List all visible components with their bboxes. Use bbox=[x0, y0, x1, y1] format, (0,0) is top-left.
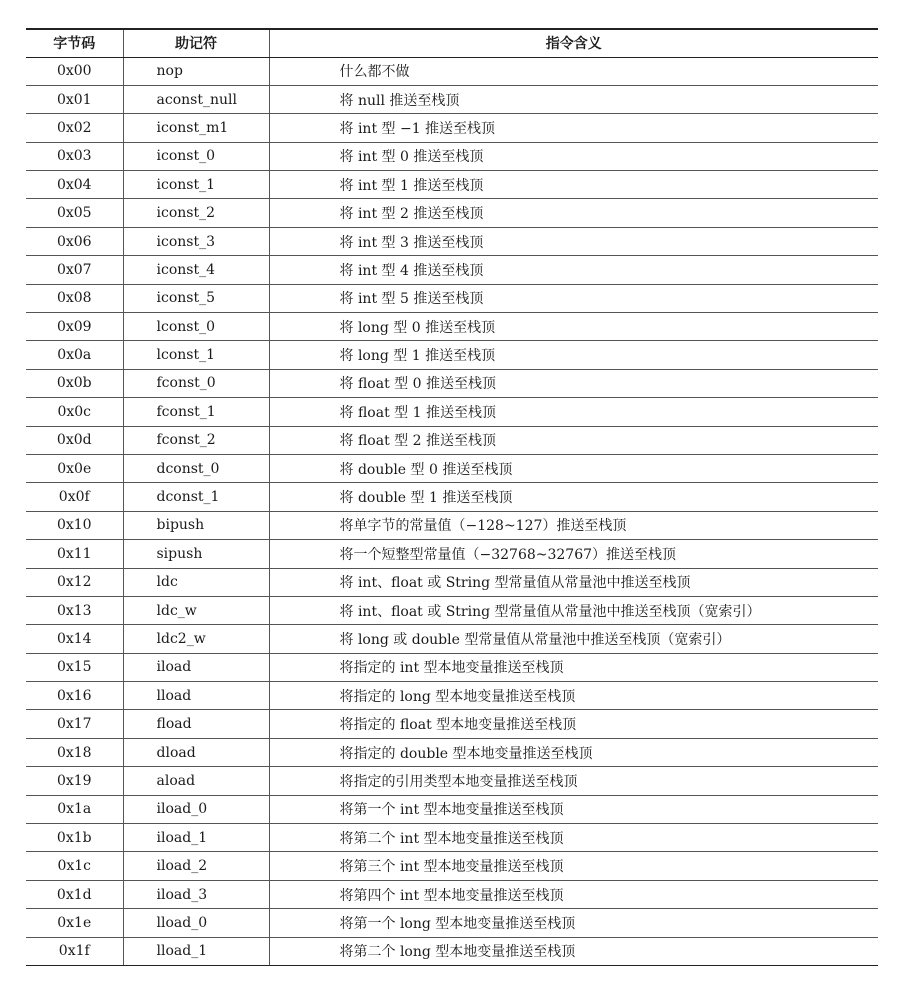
meaning-cell: 将 int 型 0 推送至栈顶 bbox=[269, 142, 878, 170]
mnemonic-cell: lload bbox=[123, 682, 269, 710]
meaning-cell: 将 long 型 0 推送至栈顶 bbox=[269, 313, 878, 341]
mnemonic-cell: aconst_null bbox=[123, 85, 269, 113]
meaning-cell: 将 int 型 5 推送至栈顶 bbox=[269, 284, 878, 312]
table-row bbox=[26, 85, 878, 113]
bytecode-cell: 0x0f bbox=[26, 483, 123, 511]
table-row bbox=[26, 341, 878, 369]
meaning-cell: 将 null 推送至栈顶 bbox=[269, 85, 878, 113]
mnemonic-cell: nop bbox=[123, 57, 269, 85]
meaning-cell: 将 int、float 或 String 型常量值从常量池中推送至栈顶（宽索引） bbox=[269, 596, 878, 624]
bytecode-cell: 0x13 bbox=[26, 596, 123, 624]
mnemonic-cell: dconst_0 bbox=[123, 454, 269, 482]
table-row bbox=[26, 142, 878, 170]
meaning-cell: 将 int 型 1 推送至栈顶 bbox=[269, 171, 878, 199]
mnemonic-cell: fconst_2 bbox=[123, 426, 269, 454]
mnemonic-cell: lload_1 bbox=[123, 937, 269, 965]
mnemonic-cell: iconst_1 bbox=[123, 171, 269, 199]
bytecode-cell: 0x1e bbox=[26, 909, 123, 937]
bytecode-cell: 0x1b bbox=[26, 824, 123, 852]
meaning-cell: 将指定的 long 型本地变量推送至栈顶 bbox=[269, 682, 878, 710]
table-row bbox=[26, 880, 878, 908]
mnemonic-cell: bipush bbox=[123, 511, 269, 539]
bytecode-cell: 0x03 bbox=[26, 142, 123, 170]
meaning-cell: 将指定的引用类型本地变量推送至栈顶 bbox=[269, 767, 878, 795]
bytecode-cell: 0x0c bbox=[26, 398, 123, 426]
bytecode-cell: 0x0e bbox=[26, 454, 123, 482]
table-row bbox=[26, 540, 878, 568]
table-row bbox=[26, 57, 878, 85]
meaning-cell: 将指定的 int 型本地变量推送至栈顶 bbox=[269, 653, 878, 681]
bytecode-cell: 0x07 bbox=[26, 256, 123, 284]
mnemonic-cell: fconst_0 bbox=[123, 369, 269, 397]
table-row bbox=[26, 171, 878, 199]
table-row bbox=[26, 682, 878, 710]
meaning-cell: 什么都不做 bbox=[269, 57, 878, 85]
mnemonic-cell: ldc_w bbox=[123, 596, 269, 624]
mnemonic-cell: fload bbox=[123, 710, 269, 738]
meaning-cell: 将第四个 int 型本地变量推送至栈顶 bbox=[269, 880, 878, 908]
mnemonic-cell: iload bbox=[123, 653, 269, 681]
bytecode-cell: 0x00 bbox=[26, 57, 123, 85]
table-row bbox=[26, 454, 878, 482]
table-header bbox=[26, 29, 878, 57]
bytecode-cell: 0x15 bbox=[26, 653, 123, 681]
bytecode-cell: 0x14 bbox=[26, 625, 123, 653]
mnemonic-cell: sipush bbox=[123, 540, 269, 568]
mnemonic-cell: dload bbox=[123, 738, 269, 766]
meaning-cell: 将 long 型 1 推送至栈顶 bbox=[269, 341, 878, 369]
meaning-cell: 将 int 型 4 推送至栈顶 bbox=[269, 256, 878, 284]
meaning-cell: 将 int 型 2 推送至栈顶 bbox=[269, 199, 878, 227]
table-row bbox=[26, 114, 878, 142]
bytecode-cell: 0x06 bbox=[26, 227, 123, 255]
mnemonic-cell: iconst_5 bbox=[123, 284, 269, 312]
meaning-cell: 将第一个 int 型本地变量推送至栈顶 bbox=[269, 795, 878, 823]
table-row bbox=[26, 568, 878, 596]
header-row bbox=[26, 29, 878, 57]
mnemonic-cell: fconst_1 bbox=[123, 398, 269, 426]
bytecode-cell: 0x0a bbox=[26, 341, 123, 369]
mnemonic-cell: lconst_1 bbox=[123, 341, 269, 369]
table-row bbox=[26, 511, 878, 539]
meaning-cell: 将指定的 float 型本地变量推送至栈顶 bbox=[269, 710, 878, 738]
meaning-cell: 将 double 型 0 推送至栈顶 bbox=[269, 454, 878, 482]
table-row bbox=[26, 313, 878, 341]
bytecode-cell: 0x02 bbox=[26, 114, 123, 142]
mnemonic-cell: lload_0 bbox=[123, 909, 269, 937]
table-row bbox=[26, 199, 878, 227]
meaning-cell: 将 float 型 0 推送至栈顶 bbox=[269, 369, 878, 397]
mnemonic-cell: dconst_1 bbox=[123, 483, 269, 511]
bytecode-cell: 0x17 bbox=[26, 710, 123, 738]
mnemonic-cell: iload_3 bbox=[123, 880, 269, 908]
table-row bbox=[26, 824, 878, 852]
mnemonic-cell: iload_0 bbox=[123, 795, 269, 823]
mnemonic-cell: ldc bbox=[123, 568, 269, 596]
bytecode-cell: 0x09 bbox=[26, 313, 123, 341]
mnemonic-cell: ldc2_w bbox=[123, 625, 269, 653]
bytecode-cell: 0x16 bbox=[26, 682, 123, 710]
table-row bbox=[26, 738, 878, 766]
table-row bbox=[26, 369, 878, 397]
bytecode-cell: 0x08 bbox=[26, 284, 123, 312]
meaning-cell: 将 float 型 1 推送至栈顶 bbox=[269, 398, 878, 426]
table-row bbox=[26, 909, 878, 937]
meaning-cell: 将一个短整型常量值（−32768~32767）推送至栈顶 bbox=[269, 540, 878, 568]
bytecode-cell: 0x18 bbox=[26, 738, 123, 766]
mnemonic-cell: aload bbox=[123, 767, 269, 795]
header-mnemonic: 助记符 bbox=[123, 29, 269, 57]
meaning-cell: 将 long 或 double 型常量值从常量池中推送至栈顶（宽索引） bbox=[269, 625, 878, 653]
mnemonic-cell: iconst_3 bbox=[123, 227, 269, 255]
mnemonic-cell: iconst_4 bbox=[123, 256, 269, 284]
mnemonic-cell: iconst_0 bbox=[123, 142, 269, 170]
table-row bbox=[26, 483, 878, 511]
table-row bbox=[26, 596, 878, 624]
table-row bbox=[26, 625, 878, 653]
header-bytecode: 字节码 bbox=[26, 29, 123, 57]
table-row bbox=[26, 767, 878, 795]
table-row bbox=[26, 227, 878, 255]
bytecode-cell: 0x04 bbox=[26, 171, 123, 199]
meaning-cell: 将第三个 int 型本地变量推送至栈顶 bbox=[269, 852, 878, 880]
meaning-cell: 将 int、float 或 String 型常量值从常量池中推送至栈顶 bbox=[269, 568, 878, 596]
bytecode-cell: 0x01 bbox=[26, 85, 123, 113]
meaning-cell: 将 float 型 2 推送至栈顶 bbox=[269, 426, 878, 454]
mnemonic-cell: iload_1 bbox=[123, 824, 269, 852]
table-row bbox=[26, 852, 878, 880]
meaning-cell: 将第一个 long 型本地变量推送至栈顶 bbox=[269, 909, 878, 937]
mnemonic-cell: lconst_0 bbox=[123, 313, 269, 341]
table-row bbox=[26, 398, 878, 426]
bytecode-table-container bbox=[26, 28, 878, 966]
meaning-cell: 将 double 型 1 推送至栈顶 bbox=[269, 483, 878, 511]
bytecode-cell: 0x1c bbox=[26, 852, 123, 880]
table-row bbox=[26, 795, 878, 823]
table-body bbox=[26, 57, 878, 966]
meaning-cell: 将第二个 int 型本地变量推送至栈顶 bbox=[269, 824, 878, 852]
meaning-cell: 将指定的 double 型本地变量推送至栈顶 bbox=[269, 738, 878, 766]
table-row bbox=[26, 710, 878, 738]
bytecode-cell: 0x11 bbox=[26, 540, 123, 568]
bytecode-cell: 0x05 bbox=[26, 199, 123, 227]
bytecode-cell: 0x1d bbox=[26, 880, 123, 908]
table-row bbox=[26, 653, 878, 681]
mnemonic-cell: iload_2 bbox=[123, 852, 269, 880]
meaning-cell: 将 int 型 −1 推送至栈顶 bbox=[269, 114, 878, 142]
table-row bbox=[26, 256, 878, 284]
bytecode-cell: 0x12 bbox=[26, 568, 123, 596]
header-meaning: 指令含义 bbox=[269, 29, 878, 57]
bytecode-cell: 0x19 bbox=[26, 767, 123, 795]
bytecode-cell: 0x1f bbox=[26, 937, 123, 965]
meaning-cell: 将单字节的常量值（−128~127）推送至栈顶 bbox=[269, 511, 878, 539]
meaning-cell: 将 int 型 3 推送至栈顶 bbox=[269, 227, 878, 255]
bytecode-cell: 0x10 bbox=[26, 511, 123, 539]
bytecode-cell: 0x0b bbox=[26, 369, 123, 397]
meaning-cell: 将第二个 long 型本地变量推送至栈顶 bbox=[269, 937, 878, 965]
table-row bbox=[26, 426, 878, 454]
bytecode-cell: 0x1a bbox=[26, 795, 123, 823]
table-row bbox=[26, 284, 878, 312]
bytecode-cell: 0x0d bbox=[26, 426, 123, 454]
mnemonic-cell: iconst_m1 bbox=[123, 114, 269, 142]
table-row bbox=[26, 937, 878, 965]
bytecode-table bbox=[26, 28, 878, 966]
mnemonic-cell: iconst_2 bbox=[123, 199, 269, 227]
